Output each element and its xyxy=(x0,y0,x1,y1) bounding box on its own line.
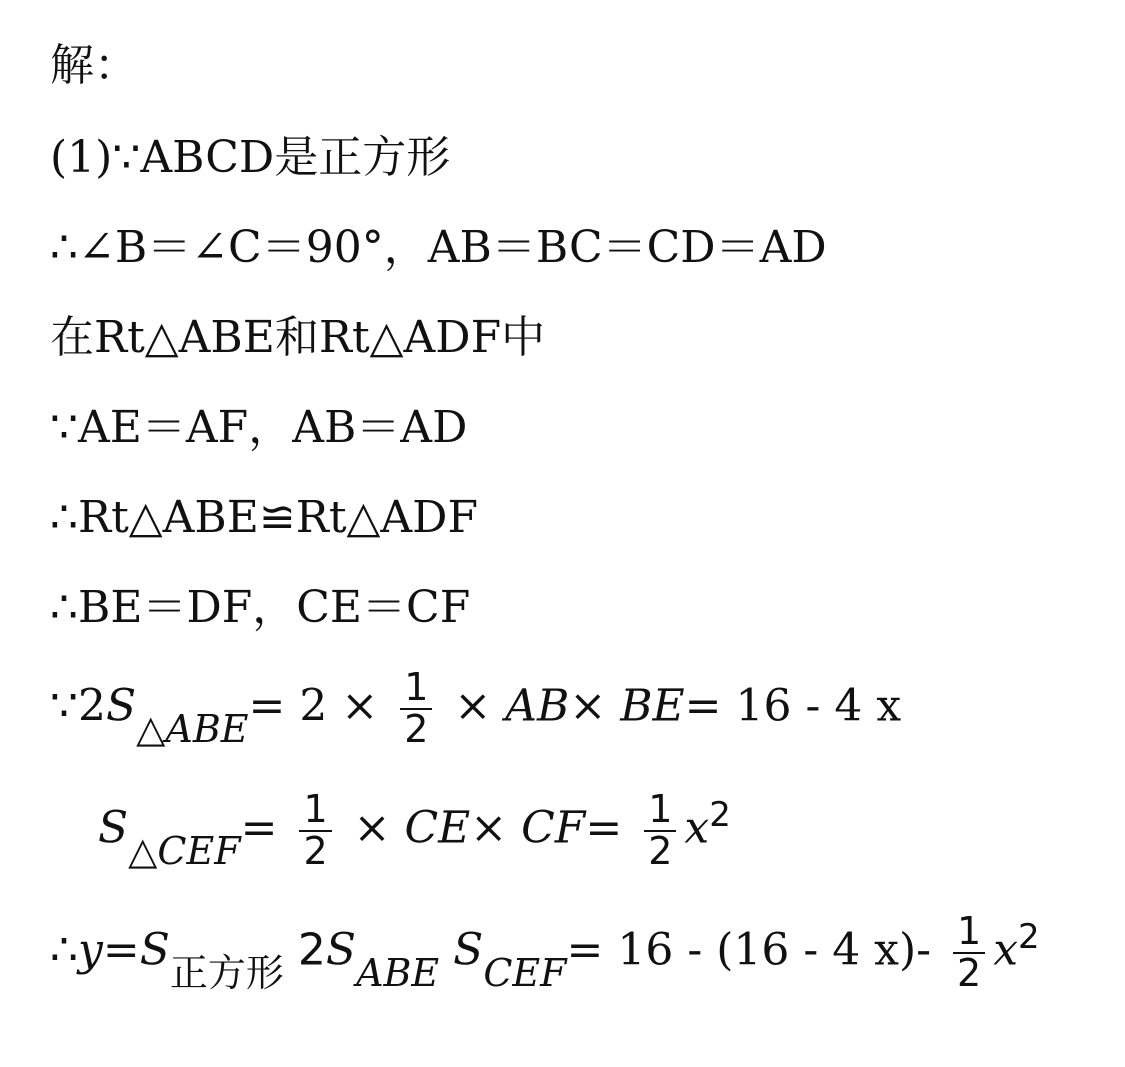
eq2-exponent: 2 xyxy=(709,795,731,836)
eq1-fraction-denominator: 2 xyxy=(404,706,429,751)
eq3-fraction-denominator: 2 xyxy=(957,950,982,995)
eq3-fraction xyxy=(953,909,985,995)
proof-line-5: ∴Rt△ABE≌Rt△ADF xyxy=(50,492,478,543)
area-equation-cef xyxy=(98,787,731,874)
eq1-fraction-numerator: 1 xyxy=(400,668,432,710)
eq3-fraction-numerator: 1 xyxy=(953,912,985,954)
eq3-equals: = xyxy=(102,924,140,976)
eq1-middle: = 2 × xyxy=(248,680,379,732)
eq2-fraction-numerator: 1 xyxy=(299,790,331,832)
eq3-area-symbol-square: S xyxy=(139,924,170,976)
proof-line-2: ∴∠B＝∠C＝90°，AB＝BC＝CD＝AD xyxy=(50,222,827,273)
eq2-product: × CE× CF= xyxy=(353,802,623,854)
eq2-equals: = xyxy=(240,802,278,854)
eq2-fraction2-numerator: 1 xyxy=(644,790,676,832)
eq3-variable-x: x xyxy=(993,924,1019,976)
eq2-variable-x: x xyxy=(684,802,710,854)
proof-line-3: 在Rt△ABE和Rt△ADF中 xyxy=(50,312,546,363)
eq1-fraction xyxy=(400,665,432,751)
eq3-subscript-abe: ABE xyxy=(356,951,440,996)
area-equation-abe xyxy=(50,665,902,752)
eq2-subscript: △CEF xyxy=(128,829,241,874)
eq1-prefix: ∵2 xyxy=(50,680,106,732)
eq2-fraction xyxy=(299,787,331,873)
eq1-area-symbol: S xyxy=(106,680,137,732)
proof-line-6: ∴BE＝DF，CE＝CF xyxy=(50,582,471,633)
eq1-subscript: △ABE xyxy=(136,707,249,752)
eq3-variable-y: y xyxy=(78,924,103,976)
solution-heading: 解： xyxy=(50,40,138,91)
eq3-subscript-square: 正方形 xyxy=(169,951,284,996)
eq3-result: = 16 - (16 - 4 x)- xyxy=(566,924,946,976)
eq2-area-symbol: S xyxy=(98,802,129,854)
eq2-fraction-2 xyxy=(644,787,676,873)
eq1-product: × AB× BE xyxy=(454,680,685,732)
eq1-result: = 16 - 4 x xyxy=(684,680,902,732)
eq3-area-symbol-cef: S xyxy=(453,924,484,976)
eq3-subscript-cef: CEF xyxy=(483,951,567,996)
y-expression xyxy=(50,909,1040,996)
proof-line-1: (1)∵ABCD是正方形 xyxy=(50,132,451,183)
eq2-fraction2-denominator: 2 xyxy=(648,828,673,873)
eq3-coefficient: 2 xyxy=(297,924,326,976)
eq3-exponent: 2 xyxy=(1018,917,1040,958)
eq3-area-symbol-abe: S xyxy=(325,924,357,976)
eq3-prefix: ∴ xyxy=(50,924,78,976)
eq2-fraction-denominator: 2 xyxy=(303,828,328,873)
proof-line-4: ∵AE＝AF，AB＝AD xyxy=(50,402,468,453)
